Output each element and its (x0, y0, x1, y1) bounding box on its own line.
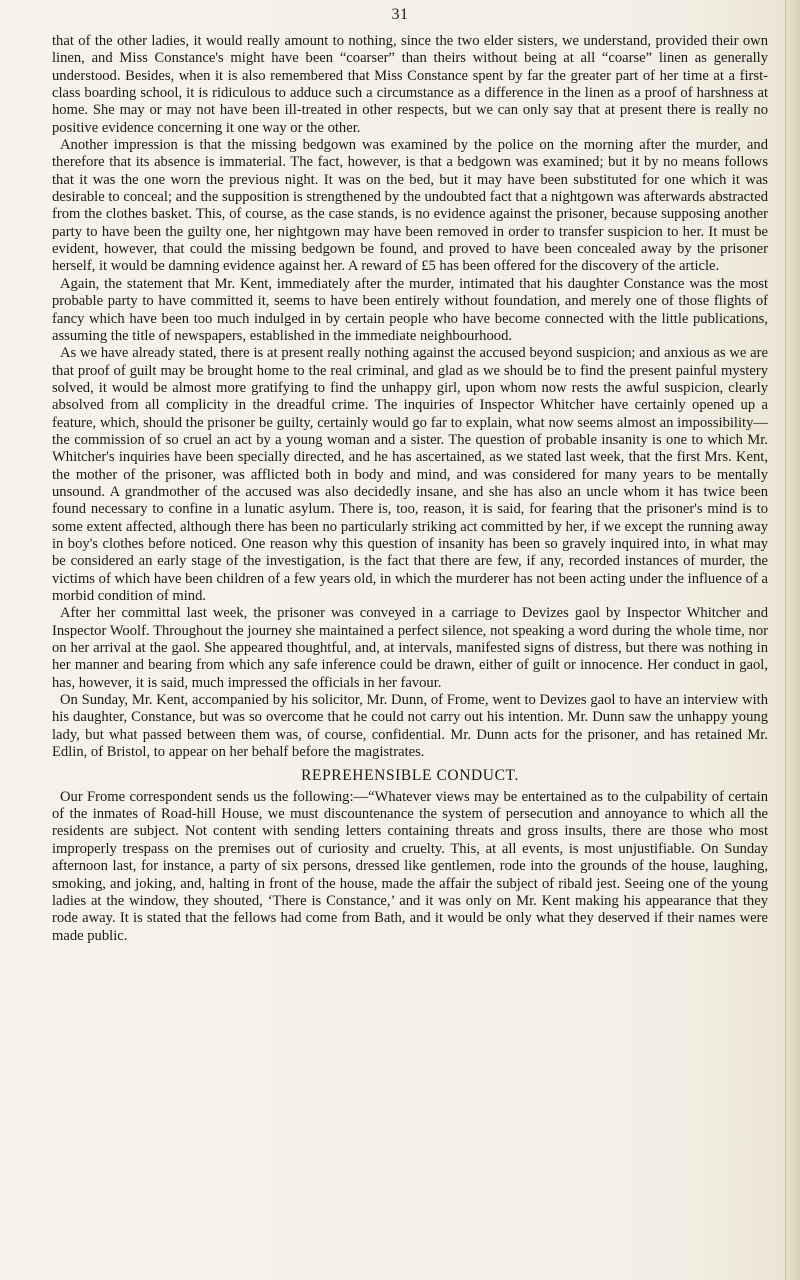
paragraph: On Sunday, Mr. Kent, accompanied by his solicitor, Mr. Dunn, of Frome, went to Devizes gaol to have an interview with his daughter, Constance, but was so overcome that he could not carry out his intention. Mr. Dunn saw the unhappy young lady, but what passed between them was, of course, confidential. Mr. Dunn acts for the prisoner, and has retained Mr. Edlin, of Bristol, to appear on her behalf before the magistrates. (52, 692, 768, 761)
section-heading: REPREHENSIBLE CONDUCT. (301, 767, 519, 785)
paragraph: Again, the statement that Mr. Kent, immediately after the murder, intimated that his daughter Constance was the most probable party to have committed it, seems to have been entirely without foundation, and merely one of those flights of fancy which have been too much indulged in by certain people who have become connected with the little publications, assuming the title of newspapers, established in the immediate neighbourhood. (52, 275, 768, 344)
article-body (52, 33, 768, 945)
paragraph: Our Frome correspondent sends us the following:—“Whatever views may be entertained as to the culpability of certain of the inmates of Road-hill House, we must discountenance the system of persecution and annoyance to which all the residents are subject. Not content with sending letters containing threats and gross insults, there are those who most improperly trespass on the premises out of curiosity and cruelty. This, at all events, is most unjustifiable. On Sunday afternoon last, for instance, a party of six persons, dressed like gentlemen, rode into the grounds of the house, laughing, smoking, and joking, and, halting in front of the house, made the affair the subject of ribald jest. Seeing one of the young ladies at the window, they shouted, ‘There is Constance,’ and it was only on Mr. Kent making his appearance that they rode away. It is stated that the fellows had come from Bath, and it would be only what they deserved if their names were made public. (52, 788, 768, 944)
paragraph: that of the other ladies, it would really amount to nothing, since the two elder sisters, we understand, provided their own linen, and Miss Constance's might have been “coarser” than theirs without being at all “coarse” linen as generally understood. Besides, when it is also remembered that Miss Constance spent by far the greater part of her time at a first-class boarding school, it is ridiculous to adduce such a circumstance as a difference in the linen as a proof of harshness at home. She may or may not have been ill-treated in other respects, but we can only say that at present there is really no positive evidence concerning it one way or the other. (52, 33, 768, 136)
paragraph: After her committal last week, the prisoner was conveyed in a carriage to Devizes gaol by Inspector Whitcher and Inspector Woolf. Throughout the journey she maintained a perfect silence, not speaking a word during the whole time, nor on her arrival at the gaol. She appeared thoughtful, and, at intervals, manifested signs of distress, but there was nothing in her manner and bearing from which any safe inference could be drawn, either of guilt or innocence. Her conduct in gaol, has, however, it is said, much impressed the officials in her favour. (52, 605, 768, 691)
paragraph: Another impression is that the missing bedgown was examined by the police on the morning after the murder, and therefore that its absence is immaterial. The fact, however, is that a bedgown was examined; but it by no means follows that it was the one worn the previous night. It was on the bed, but it may have been substituted for one which it was desirable to conceal; and the supposition is strengthened by the undoubted fact that a nightgown was afterwards abstracted from the clothes basket. This, of course, as the case stands, is no evidence against the prisoner, because supposing another party to have been the guilty one, her nightgown may have been removed in order to transfer suspicion to her. It must be evident, however, that could the missing bedgown be found, and proved to have been concealed away by the prisoner herself, it would be damning evidence against her. A reward of £5 has been offered for the discovery of the article. (52, 137, 768, 275)
page-edge (785, 0, 800, 1280)
page-number: 31 (391, 6, 409, 23)
paragraph: As we have already stated, there is at present really nothing against the accused beyond suspicion; and anxious as we are that proof of guilt may be brought home to the real criminal, and glad as we should be to find the present painful mystery solved, it would be almost more gratifying to find the unhappy girl, upon whom now rests the awful suspicion, clearly absolved from all complicity in the dreadful crime. The inquiries of Inspector Whitcher have certainly opened up a feature, which, should the prisoner be guilty, certainly would go far to explain, what now seems almost an impossibility—the commission of so cruel an act by a young woman and a sister. The question of probable insanity is one to which Mr. Whitcher's inquiries have been specially directed, and he has ascertained, as we stated last week, that the first Mrs. Kent, the mother of the prisoner, was afflicted both in body and mind, and was considered for many years to be mentally unsound. A grandmother of the accused was also decidedly insane, and she has also an uncle whom it has twice been found necessary to confine in a lunatic asylum. There is, too, reason, it is said, for fearing that the prisoner's mind is to some extent affected, although there has been no particularly striking act committed by her, if we except the running away in boy's clothes before noticed. One reason why this question of insanity has been so gravely inquired into, in what may be considered an early stage of the investigation, is the fact that there are few, if any, recorded instances of murder, the victims of which have been children of a few years old, in which the murderer has not been acting under the influence of a morbid condition of mind. (52, 345, 768, 604)
